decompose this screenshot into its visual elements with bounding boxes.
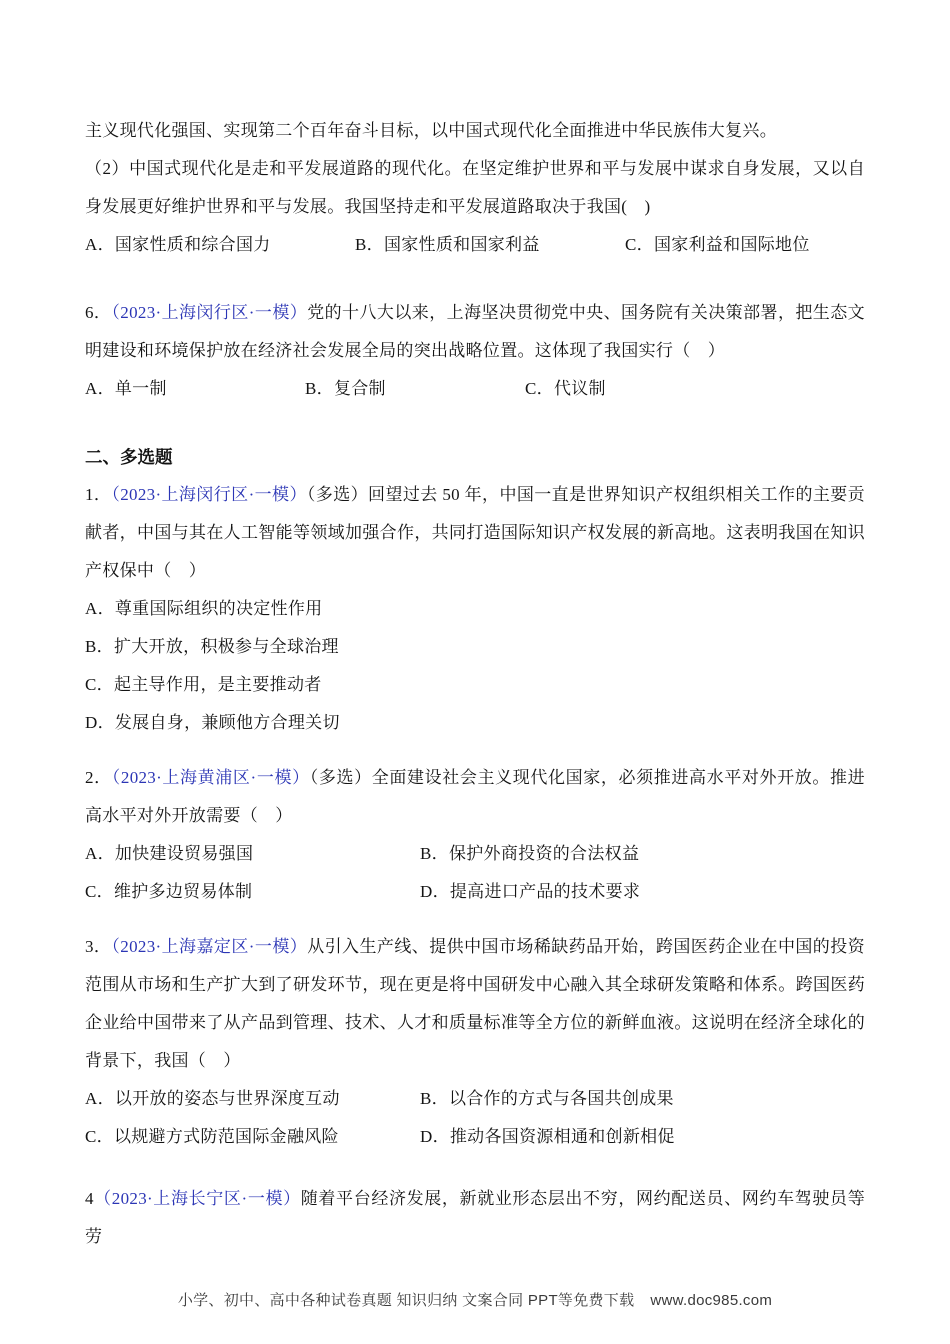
footer-text: 小学、初中、高中各种试卷真题 知识归纳 文案合同 PPT等免费下载 (177, 1292, 635, 1309)
question-number: 6． (85, 303, 112, 322)
question-m1-options (85, 590, 865, 742)
question-text: 从引入生产线、提供中国市场稀缺药品开始，跨国医药企业在中国的投资范围从市场和生产扩大到了研发环节，现在更是将中国研发中心融入其全球研发策略和体系。跨国医药企业给中国带来了从产品到管理、技术、人才和质量标准等全方位的新鲜血液。这说明在经济全球化的背景下，我国（ ） (85, 937, 865, 1070)
option-c: C．维护多边贸易体制 (85, 882, 253, 901)
question-type-tag: （多选） (306, 485, 369, 504)
option-a: A．以开放的姿态与世界深度互动 (85, 1089, 340, 1108)
question-m3-options-row-2 (85, 1118, 865, 1156)
paragraph-continuation: 主义现代化强国、实现第二个百年奋斗目标，以中国式现代化全面推进中华民族伟大复兴。 (85, 121, 777, 140)
question-m2-options-row-2 (85, 873, 865, 911)
option-a: A．国家性质和综合国力 (85, 235, 271, 254)
option-b: B．以合作的方式与各国共创成果 (420, 1089, 674, 1108)
question-citation: （2023·上海长宁区·一模） (93, 1189, 301, 1208)
sub-question-2: （2）中国式现代化是走和平发展道路的现代化。在坚定维护世界和平与发展中谋求自身发展，又以自身发展更好维护世界和平与发展。我国坚持走和平发展道路取决于我国( ) (85, 159, 865, 216)
question-m1 (85, 476, 865, 590)
question-m2 (85, 759, 865, 835)
question-number: 2． (85, 768, 112, 787)
question-6-options (85, 370, 865, 408)
question-citation: （2023·上海闵行区·一模） (111, 485, 307, 504)
question-m2-options-row-1 (85, 835, 865, 873)
option-a: A．单一制 (85, 379, 167, 398)
option-a: A．尊重国际组织的决定性作用 (85, 599, 323, 618)
option-c: C．以规避方式防范国际金融风险 (85, 1127, 339, 1146)
option-d: D．推动各国资源相通和创新相促 (420, 1127, 675, 1146)
question-text: 全面建设社会主义现代化国家，必须推进高水平对外开放。推进高水平对外开放需要（ ） (85, 768, 865, 825)
sub-question-2-options (85, 226, 865, 264)
question-number: 4 (85, 1189, 94, 1208)
option-b: B．国家性质和国家利益 (355, 235, 540, 254)
question-number: 3． (85, 937, 112, 956)
question-text: 回望过去 50 年，中国一直是世界知识产权组织相关工作的主要贡献者，中国与其在人工智能等领域加强合作，共同打造国际知识产权发展的新高地。这表明我国在知识产权保中（ ） (85, 485, 865, 580)
question-citation: （2023·上海闵行区·一模） (111, 303, 308, 322)
option-c: C．起主导作用，是主要推动者 (85, 675, 322, 694)
question-citation: （2023·上海嘉定区·一模） (111, 937, 308, 956)
page-footer (0, 1289, 950, 1310)
question-text: 随着平台经济发展，新就业形态层出不穷，网约配送员、网约车驾驶员等劳 (85, 1189, 865, 1246)
option-b: B．扩大开放，积极参与全球治理 (85, 637, 339, 656)
option-d: D．提高进口产品的技术要求 (420, 882, 641, 901)
question-m4 (85, 1180, 865, 1256)
question-m3-options-row-1 (85, 1080, 865, 1118)
option-c: C．代议制 (525, 379, 606, 398)
question-number: 1． (85, 485, 112, 504)
option-a: A．加快建设贸易强国 (85, 844, 254, 863)
question-m3 (85, 928, 865, 1080)
question-6 (85, 294, 865, 370)
option-b: B．保护外商投资的合法权益 (420, 844, 640, 863)
footer-url: www.doc985.com (650, 1292, 773, 1309)
option-d: D．发展自身，兼顾他方合理关切 (85, 713, 340, 732)
question-text: 党的十八大以来，上海坚决贯彻党中央、国务院有关决策部署，把生态文明建设和环境保护放在经济社会发展全局的突出战略位置。这体现了我国实行（ ） (85, 303, 865, 360)
option-c: C．国家利益和国际地位 (625, 235, 810, 254)
option-b: B．复合制 (305, 379, 386, 398)
question-citation: （2023·上海黄浦区·一模） (111, 768, 310, 787)
section-title-multichoice: 二、多选题 (85, 447, 173, 467)
question-type-tag: （多选） (309, 768, 372, 787)
